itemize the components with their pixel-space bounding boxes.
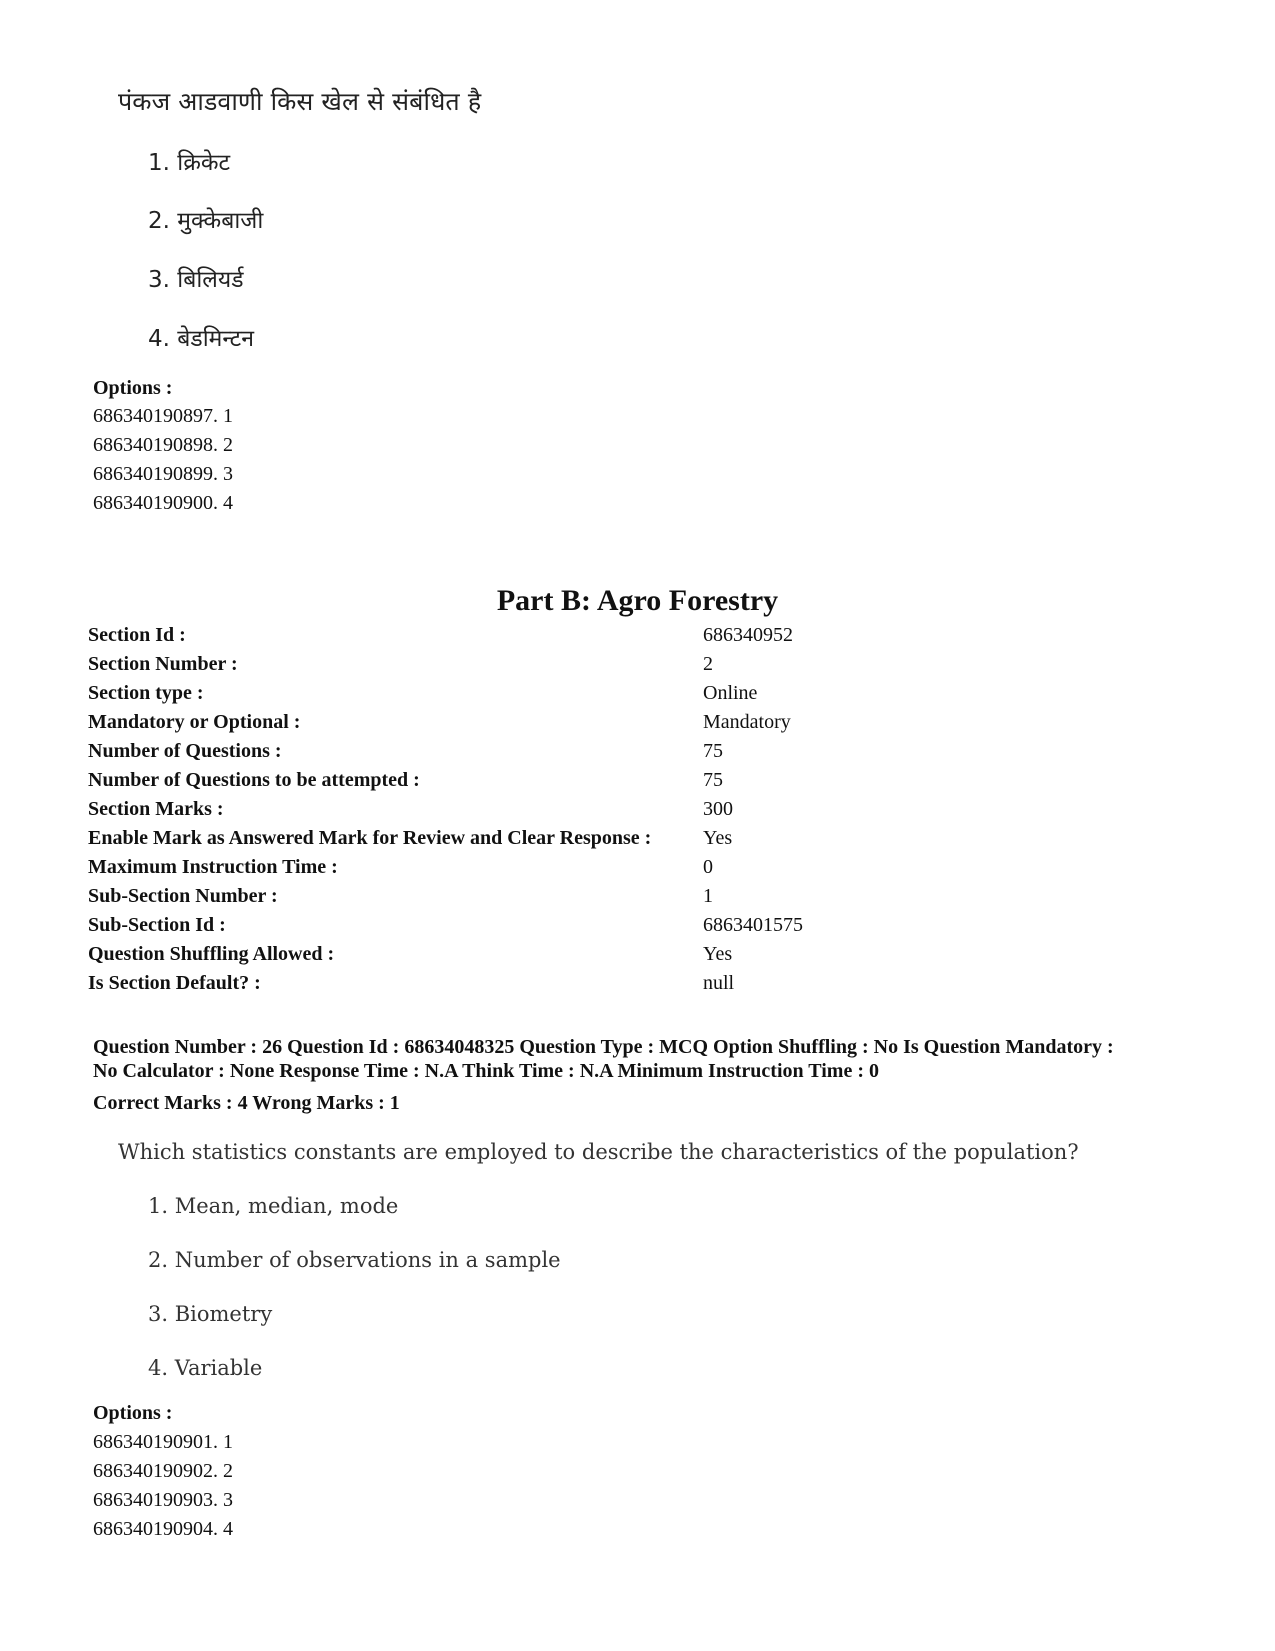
section-info-label: Section Marks : <box>88 798 224 820</box>
choice-4: 4. बेडमिन्टन <box>148 326 254 352</box>
question-header-line-2: No Calculator : None Response Time : N.A Think Time : N.A Minimum Instruction Time : 0 <box>93 1060 879 1082</box>
section-info-row <box>88 711 803 740</box>
option-id-line: 686340190901. 1 <box>93 1431 233 1453</box>
option-id-line: 686340190899. 3 <box>93 463 233 485</box>
section-info-value: Yes <box>703 827 733 849</box>
section-info-row <box>88 943 803 972</box>
option-id-line: 686340190903. 3 <box>93 1489 233 1511</box>
section-info-row <box>88 769 803 798</box>
choice-1: 1. क्रिकेट <box>148 150 231 176</box>
question-header-line-1: Question Number : 26 Question Id : 68634048325 Question Type : MCQ Option Shuffling : No Is Question Mandatory : <box>93 1036 1114 1058</box>
choice-3: 3. Biometry <box>148 1302 273 1326</box>
question-header <box>93 1035 1223 1083</box>
section-info-label: Number of Questions : <box>88 740 282 762</box>
section-info-value: 0 <box>703 856 713 878</box>
section-info-label: Enable Mark as Answered Mark for Review and Clear Response : <box>88 827 652 849</box>
section-info-value: Mandatory <box>703 711 791 733</box>
choice-2: 2. मुक्केबाजी <box>148 208 264 234</box>
section-info-value: Yes <box>703 943 733 965</box>
section-info-row <box>88 885 803 914</box>
choice-3: 3. बिलियर्ड <box>148 267 244 293</box>
section-info-label: Sub-Section Id : <box>88 914 226 936</box>
question-text-hindi: पंकज आडवाणी किस खेल से संबंधित है <box>118 87 482 116</box>
section-info-label: Maximum Instruction Time : <box>88 856 338 878</box>
section-info-label: Section Number : <box>88 653 238 675</box>
option-id-line: 686340190900. 4 <box>93 492 233 514</box>
section-info-label: Section type : <box>88 682 204 704</box>
option-id-line: 686340190898. 2 <box>93 434 233 456</box>
section-info-label: Mandatory or Optional : <box>88 711 301 733</box>
section-info-label: Section Id : <box>88 624 186 646</box>
section-info-row <box>88 914 803 943</box>
option-id-line: 686340190902. 2 <box>93 1460 233 1482</box>
section-info-value: 6863401575 <box>703 914 803 936</box>
section-info-value: 2 <box>703 653 713 675</box>
section-info-label: Is Section Default? : <box>88 972 261 994</box>
option-id-line: 686340190904. 4 <box>93 1518 233 1540</box>
section-info-row <box>88 653 803 682</box>
option-id-line: 686340190897. 1 <box>93 405 233 427</box>
section-info-value: 75 <box>703 740 723 762</box>
options-label: Options : <box>93 1402 173 1424</box>
section-info-value: 686340952 <box>703 624 793 646</box>
section-info-value: null <box>703 972 735 994</box>
choice-4: 4. Variable <box>148 1356 263 1380</box>
question-text: Which statistics constants are employed to describe the characteristics of the population? <box>118 1140 1079 1164</box>
section-info-value: Online <box>703 682 758 704</box>
section-info-label: Question Shuffling Allowed : <box>88 943 335 965</box>
section-info-value: 1 <box>703 885 713 907</box>
section-info-row <box>88 624 803 653</box>
choice-1: 1. Mean, median, mode <box>148 1194 399 1218</box>
section-info-row <box>88 827 803 856</box>
section-info-value: 300 <box>703 798 733 820</box>
options-label: Options : <box>93 377 173 399</box>
section-info-row <box>88 740 803 769</box>
part-title: Part B: Agro Forestry <box>496 584 779 617</box>
section-info-label: Sub-Section Number : <box>88 885 278 907</box>
marks-line: Correct Marks : 4 Wrong Marks : 1 <box>93 1092 400 1114</box>
section-info-row <box>88 856 803 885</box>
section-info-row <box>88 682 803 711</box>
section-info-row <box>88 798 803 827</box>
section-info-label: Number of Questions to be attempted : <box>88 769 420 791</box>
section-info-table <box>88 624 803 1001</box>
choice-2: 2. Number of observations in a sample <box>148 1248 561 1272</box>
section-info-value: 75 <box>703 769 723 791</box>
section-info-row <box>88 972 803 1001</box>
